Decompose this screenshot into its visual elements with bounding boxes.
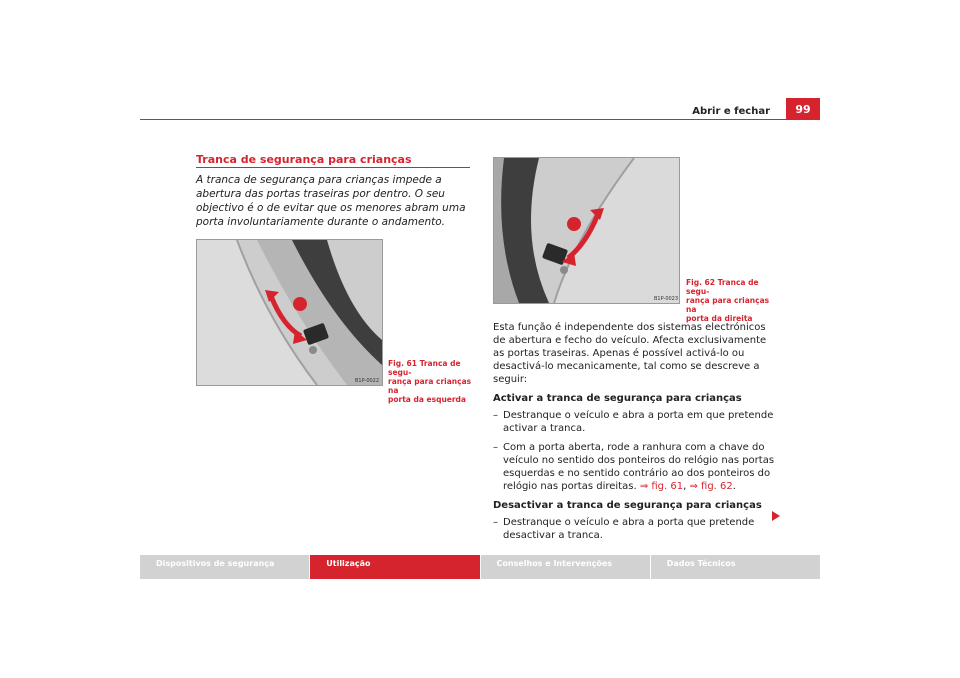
- figure-62-caption: [686, 278, 781, 323]
- header-rule: [140, 119, 820, 120]
- subheading-activate: Activar a tranca de segurança para crianças: [493, 393, 742, 404]
- body-text: [493, 321, 778, 548]
- figure-62-caption-line: rança para crianças na: [686, 296, 770, 314]
- section-intro: A tranca de segurança para crianças impede a abertura das portas traseiras por dentro. O seu objectivo é o de evitar que os menores abram uma porta involuntariamente durante o andamento.: [196, 174, 466, 228]
- subheading-deactivate: Desactivar a tranca de segurança para crianças: [493, 500, 762, 511]
- list-item-text: Destranque o veículo e abra a porta que pretende desactivar a tranca.: [503, 517, 755, 541]
- figure-61-code: B1P-0022: [355, 378, 380, 384]
- list-item-text: Com a porta aberta, rode a ranhura com a chave do veículo no sentido dos ponteiros do relógio nas portas esquerdas e no sentido contrário ao dos ponteiros do relógio nas portas direitas.: [503, 442, 775, 492]
- figure-62-code: B1P-0023: [654, 296, 679, 302]
- list-dash: –: [493, 517, 498, 528]
- figure-61-caption: [388, 359, 483, 404]
- figure-62-image: [493, 157, 680, 304]
- footer-nav: [140, 555, 820, 579]
- list-item: [493, 516, 778, 542]
- figure-62-caption-line: Fig. 62 Tranca de segu-: [686, 278, 759, 296]
- ref-end: .: [732, 481, 736, 492]
- right-door-lock-illustration: [494, 158, 679, 303]
- list-item-text: Destranque o veículo e abra a porta em que pretende activar a tranca.: [503, 410, 774, 434]
- list-dash: –: [493, 410, 498, 421]
- figure-62-caption-line: porta da direita: [686, 314, 753, 323]
- header-title: Abrir e fechar: [692, 106, 770, 117]
- page-number: 99: [786, 98, 820, 120]
- list-item: [493, 409, 778, 435]
- figure-61-caption-line: Fig. 61 Tranca de segu-: [388, 359, 461, 377]
- figure-62-link[interactable]: ⇒ fig. 62: [689, 481, 733, 492]
- figure-61-caption-line: porta da esquerda: [388, 395, 466, 404]
- figure-61-image: [196, 239, 383, 386]
- footer-tab-conselhos[interactable]: Conselhos e Intervenções: [481, 555, 651, 579]
- figure-61-caption-line: rança para crianças na: [388, 377, 472, 395]
- list-item: [493, 441, 778, 493]
- figure-61-link[interactable]: ⇒ fig. 61: [639, 481, 684, 492]
- footer-tab-dados-tecnicos[interactable]: Dados Técnicos: [651, 555, 820, 579]
- next-page-arrow-icon[interactable]: [772, 511, 780, 521]
- list-dash: –: [493, 442, 498, 453]
- left-door-lock-illustration: [197, 240, 382, 385]
- footer-tab-dispositivos[interactable]: Dispositivos de segurança: [140, 555, 310, 579]
- section-rule: [196, 167, 470, 168]
- footer-tab-utilizacao[interactable]: Utilização: [310, 555, 480, 579]
- ref-separator: ,: [683, 481, 690, 492]
- body-paragraph: Esta função é independente dos sistemas electrónicos de abertura e fecho do veículo. Afecta exclusivamente as portas traseiras. Apenas é possível activá-lo ou desactivá-lo mecanicamente, tal como se descreve a seguir:: [493, 322, 767, 385]
- section-title: Tranca de segurança para crianças: [196, 153, 412, 166]
